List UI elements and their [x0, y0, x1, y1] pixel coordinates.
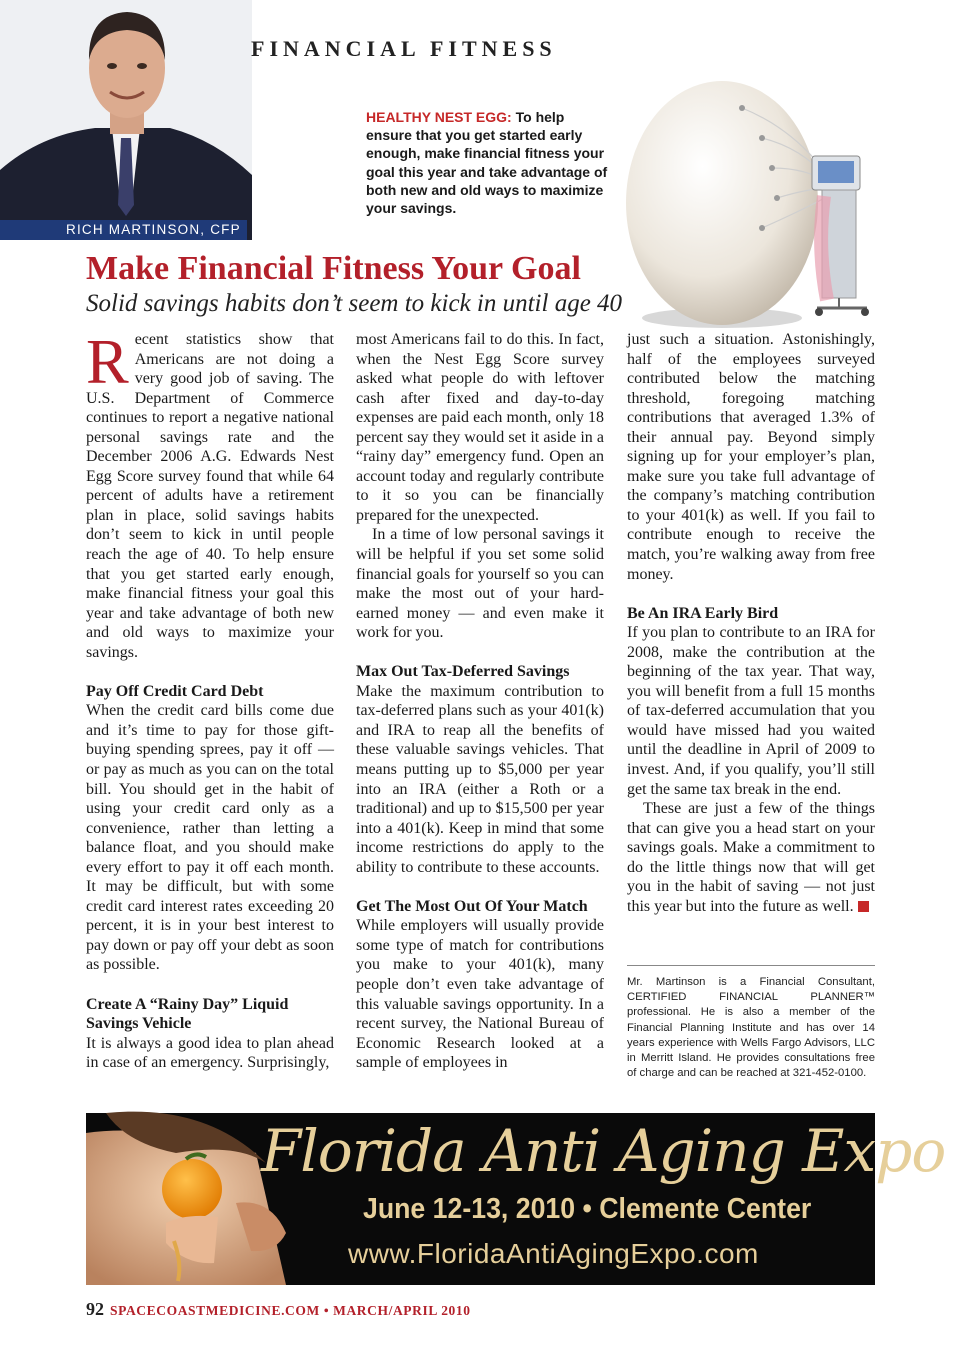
paragraph-rainy-day-start: It is always a good idea to plan ahead in case of an emergency. Surprisingly, — [86, 1034, 334, 1072]
section-heading-credit-card: Pay Off Credit Card Debt — [86, 682, 264, 700]
article-intro — [86, 326, 334, 662]
intro-text: ecent statistics show that Americans are not doing a very good job of saving. The U.S. Department of Commerce continues to report a negative national personal savings rate and the December 2006 A.G. Edwards Nest Egg Score survey found that while 64 percent of adults have a retirement plan in place, solid savings habits don’t seem to kick in until people reach the age of 40. To help ensure that you get started early enough, make financial fitness your goal this year and take advantage of both new and old ways to maximize your savings. — [86, 331, 334, 661]
paragraph-match-start: While employers will usually provide some type of match for contributions you make to your 401(k), many people don’t even take advantage of this valuable savings opportunity. In a recent survey, the National Bureau of Economic Research looked at a sample of employees in — [356, 917, 604, 1072]
section-heading-ira: Be An IRA Early Bird — [627, 604, 779, 622]
ad-url-link[interactable]: www.FloridaAntiAgingExpo.com — [348, 1238, 759, 1269]
bio-divider — [627, 965, 875, 966]
paragraph-match-cont: just such a situation. Astonishingly, half of the employees surveyed contributed below the matching threshold, foregoing matching contributions that averaged 1.3% of their annual pay. Beyond simply signing up for your employer’s plan, make sure you take full advantage of the company’s matching contribution to your 401(k) as well. If you fail to contribute enough to receive the match, you’re walking away from free money. — [627, 331, 875, 583]
author-photo — [0, 0, 252, 240]
nest-egg-illustration — [612, 38, 912, 338]
drop-cap: R — [86, 326, 129, 397]
closing-text: These are just a few of the things that can give you a head start on your savings goals. Make a commitment to do the little things now that will get you in the habit of saving — not just this year but into the future as well. — [627, 800, 875, 915]
ad-dates: June 12-13, 2010 • Clemente Center — [363, 1193, 812, 1225]
paragraph-closing — [627, 799, 875, 916]
paragraph-credit-card: When the credit card bills come due and it’s time to pay for those gift-buying spending sprees, pay it off — or pay as much as you can on the total bill. You should get in the habit of using your credit card only as a convenience, rather than letting a balance float, and you should make every effort to pay it off each month. It may be difficult, but with some credit card interest rates exceeding 20 percent, it is in your best interest to pay down or pay off your debt as soon as possible. — [86, 702, 334, 974]
pull-quote-lead: HEALTHY NEST EGG: — [366, 109, 512, 125]
article-column-1 — [86, 326, 334, 1073]
paragraph-ira: If you plan to contribute to an IRA for 2008, make the contribution at the beginning of the tax year. That way, you will benefit from a full 15 months of tax-deferred accumulation that you would have missed had you waited until the deadline in April of 2009 to invest. And, if you qualify, you’ll still get the same tax break in the end. — [627, 624, 875, 798]
article-column-2 — [356, 330, 604, 1073]
section-heading-rainy-day: Create A “Rainy Day” Liquid Savings Vehicle — [86, 995, 289, 1033]
paragraph-tax-deferred: Make the maximum contribution to tax-deferred plans such as your 401(k) and IRA to reap all the benefits of these valuable savings vehicles. That means putting up to $5,000 per year into an IRA (either a Roth or a traditional) and up to $15,500 per year into a 401(k). Keep in mind that some income restrictions do apply to the ability to contribute to these accounts. — [356, 682, 604, 876]
article-column-3 — [627, 330, 875, 916]
pull-quote — [366, 108, 610, 217]
expo-advertisement[interactable] — [86, 1113, 946, 1285]
article-headline: Make Financial Fitness Your Goal — [86, 250, 581, 287]
paragraph-low-savings: In a time of low personal savings it will be helpful if you set some solid financial goals for yourself so you can make the most out of your hard-earned money — and even make it work for you. — [356, 526, 604, 642]
ad-title: Florida Anti Aging Expo — [261, 1117, 946, 1185]
author-bio: Mr. Martinson is a Financial Consultant, CERTIFIED FINANCIAL PLANNER™ professional. He is also a member of the Financial Planning Institute and has over 14 years experience with Wells Fargo Advisors, LLC in Merritt Island. He provides consultations free of charge and can be reached at 321-452-0100. — [627, 976, 875, 1080]
publication-line: SPACECOASTMEDICINE.COM • MARCH/APRIL 2010 — [110, 1303, 471, 1318]
author-name: RICH MARTINSON, CFP — [0, 220, 247, 240]
end-mark-icon — [858, 901, 869, 912]
page-number: 92 — [86, 1299, 104, 1319]
section-heading-tax-deferred: Max Out Tax-Deferred Savings — [356, 663, 570, 681]
section-heading-match: Get The Most Out Of Your Match — [356, 897, 588, 915]
page-footer — [86, 1299, 471, 1320]
section-title: FINANCIAL FITNESS — [251, 36, 557, 61]
pull-quote-text: To help ensure that you get started early enough, make financial fitness your goal this year and take advantage of both new and old ways to maximize your savings. — [366, 109, 608, 217]
article-subhead: Solid savings habits don’t seem to kick in until age 40 — [86, 290, 623, 317]
paragraph-rainy-day-cont: most Americans fail to do this. In fact, when the Nest Egg Score survey asked what people do with leftover cash after fixed and day-to-day expenses are paid each month, only 18 percent say they would set it aside in a “rainy day” emergency fund. Open an account today and regularly contribute to it so you can be financially prepared for the unexpected. — [356, 331, 604, 524]
